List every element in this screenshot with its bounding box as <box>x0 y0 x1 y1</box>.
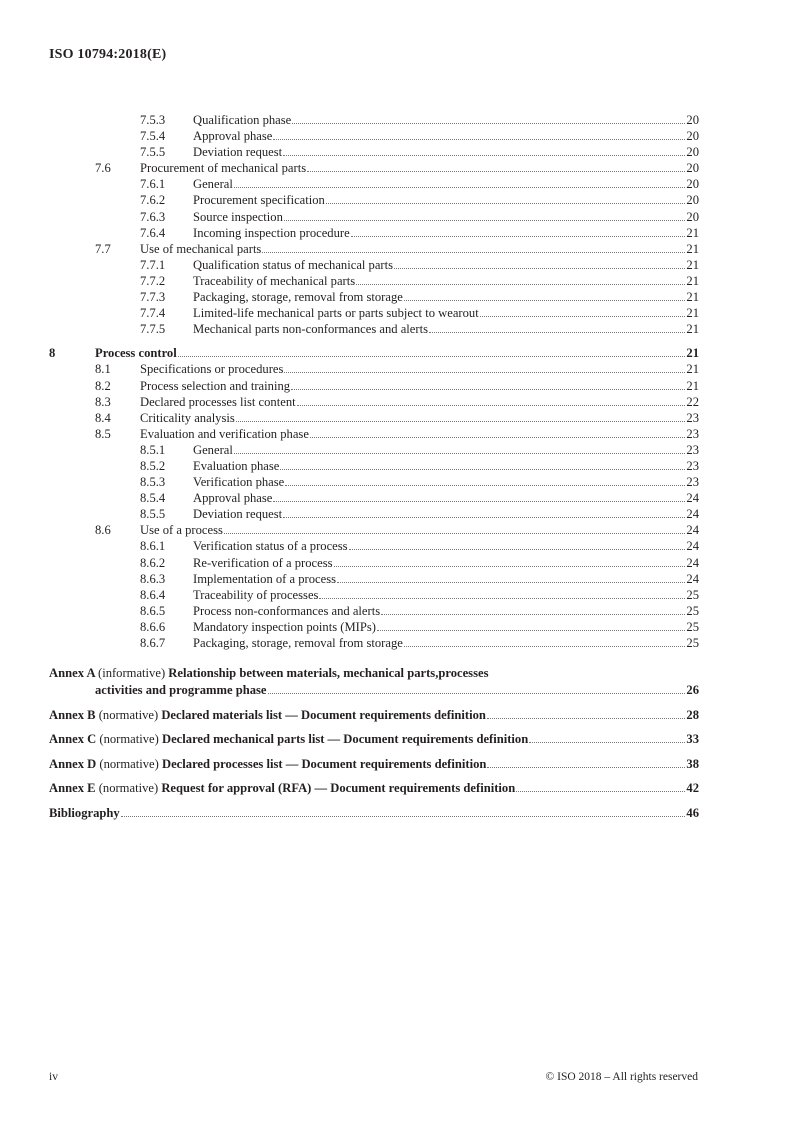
dot-leader <box>283 517 685 518</box>
dot-leader <box>268 693 686 694</box>
section-number: 8.6.2 <box>140 555 166 570</box>
dot-leader <box>307 171 685 172</box>
page-ref: 21 <box>686 362 699 377</box>
annex-type: (normative) <box>99 732 159 747</box>
dot-leader <box>487 767 685 768</box>
annex-entry-line <box>49 805 699 822</box>
toc-entry[interactable] <box>49 112 699 128</box>
section-title[interactable]: Source inspection <box>193 209 283 224</box>
page-ref: 26 <box>686 683 699 698</box>
toc-entry[interactable] <box>49 571 699 587</box>
toc-entry[interactable] <box>49 241 699 257</box>
annex-entry-line <box>49 707 699 724</box>
annex-title: Declared processes list — Document requirements definition <box>162 756 487 771</box>
dot-leader <box>429 332 685 333</box>
annex-title-text <box>49 731 528 748</box>
section-title[interactable]: Deviation request <box>193 507 283 522</box>
section-number: 7.6.4 <box>140 225 166 240</box>
annex-title-text <box>49 756 486 773</box>
page-ref: 21 <box>686 273 699 288</box>
section-number: 7.6.3 <box>140 209 166 224</box>
section-title[interactable]: Traceability of processes <box>193 587 319 602</box>
toc-entry[interactable] <box>49 225 699 241</box>
page-ref: 23 <box>686 475 699 490</box>
dot-leader <box>334 566 686 567</box>
section-title[interactable]: Evaluation and verification phase <box>140 426 309 441</box>
annex-title-text <box>49 805 120 822</box>
page-ref: 24 <box>686 507 699 522</box>
annex-label: Annex A <box>49 666 95 681</box>
dot-leader <box>283 155 685 156</box>
section-number: 7.5.3 <box>140 113 166 127</box>
dot-leader <box>234 453 686 454</box>
page-ref: 20 <box>686 145 699 160</box>
page-ref: 23 <box>686 442 699 457</box>
page-ref: 20 <box>686 209 699 224</box>
toc-entry[interactable] <box>49 410 699 426</box>
section-number: 8.2 <box>95 378 111 393</box>
section-title[interactable]: Verification phase <box>193 475 285 490</box>
toc-entry[interactable] <box>49 603 699 619</box>
annex-label: Annex C <box>49 732 97 747</box>
dot-leader <box>284 220 686 221</box>
toc-entry[interactable] <box>49 522 699 538</box>
section-number: 7.6 <box>95 161 111 176</box>
section-title[interactable]: Re-verification of a process <box>193 555 333 570</box>
table-of-contents <box>49 112 699 822</box>
page-ref: 20 <box>686 161 699 176</box>
dot-leader <box>516 791 685 792</box>
section-number: 7.7 <box>95 241 111 256</box>
page-ref: 24 <box>686 571 699 586</box>
dot-leader <box>337 582 685 583</box>
annex-title: activities and programme phase <box>95 683 267 698</box>
toc-entry[interactable] <box>49 635 699 651</box>
toc-entry[interactable] <box>49 192 699 208</box>
section-number: 8.6.7 <box>140 636 166 650</box>
dot-leader <box>291 389 685 390</box>
annex-label: Annex D <box>49 756 97 771</box>
section-number: 8.5.3 <box>140 475 166 490</box>
page-ref: 33 <box>686 732 699 747</box>
section-number: 7.7.1 <box>140 257 166 272</box>
page-ref: 23 <box>686 410 699 425</box>
annex-title-line1 <box>49 665 699 682</box>
annex-label: Annex B <box>49 707 96 722</box>
page-ref: 21 <box>686 306 699 321</box>
dot-leader <box>480 316 686 317</box>
section-number: 8.5.2 <box>140 458 166 473</box>
section-title[interactable]: Incoming inspection procedure <box>193 225 350 240</box>
annex-entry[interactable] <box>49 805 699 822</box>
page-ref: 21 <box>686 241 699 256</box>
toc-entry[interactable] <box>49 128 699 144</box>
page-ref: 46 <box>686 805 699 820</box>
annex-title: Relationship between materials, mechanical parts,processes <box>168 666 489 681</box>
toc-entry[interactable] <box>49 619 699 635</box>
dot-leader <box>273 501 685 502</box>
toc-entry-line <box>49 160 699 176</box>
section-number: 8.6.3 <box>140 571 166 586</box>
section-title[interactable]: Traceability of mechanical parts <box>193 273 356 288</box>
section-title[interactable]: Verification status of a process <box>193 539 348 554</box>
dot-leader <box>284 372 685 373</box>
page-ref: 42 <box>686 781 699 796</box>
toc-entry[interactable] <box>49 305 699 321</box>
page-ref: 23 <box>686 426 699 441</box>
toc-entry[interactable] <box>49 144 699 160</box>
page-ref: 21 <box>686 257 699 272</box>
toc-entry[interactable] <box>49 506 699 522</box>
section-title[interactable]: Packaging, storage, removal from storage <box>193 290 403 305</box>
dot-leader <box>297 405 686 406</box>
toc-entry[interactable] <box>49 587 699 603</box>
annex-title-text <box>49 707 486 724</box>
toc-entry[interactable] <box>49 394 699 410</box>
section-title[interactable]: Procurement of mechanical parts <box>140 161 307 176</box>
dot-leader <box>404 646 686 647</box>
page-number: iv <box>49 1071 58 1083</box>
page-ref: 21 <box>686 322 699 337</box>
section-number: 7.6.2 <box>140 193 166 208</box>
toc-entry[interactable] <box>49 426 699 442</box>
annex-entry[interactable] <box>49 707 699 724</box>
section-title[interactable]: Process control <box>95 346 177 361</box>
dot-leader <box>310 437 686 438</box>
toc-entry[interactable] <box>49 273 699 289</box>
section-title[interactable]: Procurement specification <box>193 193 325 208</box>
dot-leader <box>487 718 685 719</box>
section-title[interactable]: Mechanical parts non-conformances and alerts <box>193 322 428 337</box>
dot-leader <box>224 533 686 534</box>
copyright-notice: © ISO 2018 – All rights reserved <box>545 1071 698 1083</box>
dot-leader <box>236 421 686 422</box>
annex-type: (normative) <box>98 707 159 722</box>
dot-leader <box>234 187 686 188</box>
dot-leader <box>351 236 686 237</box>
toc-entry[interactable] <box>49 442 699 458</box>
page-ref: 24 <box>686 555 699 570</box>
annex-type: (informative) <box>98 666 166 681</box>
page-ref: 21 <box>686 378 699 393</box>
section-title[interactable]: Qualification phase <box>193 113 292 127</box>
dot-leader <box>262 252 685 253</box>
section-title[interactable]: Mandatory inspection points (MIPs) <box>193 619 376 634</box>
page-ref: 21 <box>686 346 699 361</box>
section-number: 8.6.6 <box>140 619 166 634</box>
section-title[interactable]: Implementation of a process <box>193 571 337 586</box>
section-title[interactable]: Criticality analysis <box>140 410 235 425</box>
annex-title-text <box>95 682 267 699</box>
page-ref: 25 <box>686 587 699 602</box>
annex-entry-line <box>49 756 699 773</box>
dot-leader <box>381 614 685 615</box>
toc-entry-line <box>49 241 699 257</box>
page-ref: 20 <box>686 177 699 192</box>
annex-title: Bibliography <box>49 805 120 820</box>
section-number: 8.5 <box>95 426 111 441</box>
section-title[interactable]: Deviation request <box>193 145 283 160</box>
annex-title-text <box>49 780 515 797</box>
dot-leader <box>178 356 686 357</box>
section-title[interactable]: Qualification status of mechanical parts <box>193 257 394 272</box>
section-title[interactable]: Specifications or procedures <box>140 362 284 377</box>
toc-entry[interactable] <box>49 209 699 225</box>
page-ref: 20 <box>686 129 699 144</box>
section-number: 8.5.5 <box>140 507 166 522</box>
section-number: 8.3 <box>95 394 111 409</box>
page-ref: 24 <box>686 523 699 538</box>
dot-leader <box>121 816 686 817</box>
section-number: 7.7.3 <box>140 290 166 305</box>
section-number: 7.5.4 <box>140 129 166 144</box>
dot-leader <box>349 549 686 550</box>
dot-leader <box>377 630 685 631</box>
section-number: 7.7.4 <box>140 306 166 321</box>
page-ref: 24 <box>686 491 699 506</box>
page-ref: 25 <box>686 636 699 650</box>
page-ref: 38 <box>686 756 699 771</box>
section-number: 8.6 <box>95 523 111 538</box>
annex-entry-line <box>49 731 699 748</box>
section-title[interactable]: Use of a process <box>140 523 223 538</box>
section-title[interactable]: Declared processes list content <box>140 394 296 409</box>
section-title[interactable]: Limited-life mechanical parts or parts subject to wearout <box>193 306 479 321</box>
page-ref: 25 <box>686 603 699 618</box>
page-ref: 23 <box>686 458 699 473</box>
page-ref: 20 <box>686 113 699 127</box>
dot-leader <box>292 123 685 124</box>
dot-leader <box>319 598 685 599</box>
section-number: 8.5.1 <box>140 442 166 457</box>
dot-leader <box>285 485 685 486</box>
section-number: 7.6.1 <box>140 177 166 192</box>
section-number: 8.6.4 <box>140 587 166 602</box>
annex-entry[interactable] <box>49 780 699 797</box>
annex-type: (normative) <box>99 756 159 771</box>
section-title[interactable]: Approval phase <box>193 491 273 506</box>
section-title[interactable]: General <box>193 442 233 457</box>
section-number: 8.4 <box>95 410 111 425</box>
annex-entry-line <box>49 780 699 797</box>
dot-leader <box>280 469 685 470</box>
dot-leader <box>404 300 686 301</box>
page-ref: 28 <box>686 707 699 722</box>
toc-entry-line <box>49 410 699 426</box>
toc-entry[interactable] <box>49 361 699 377</box>
annex-entry[interactable] <box>49 665 699 699</box>
dot-leader <box>394 268 685 269</box>
toc-entry-line <box>49 394 699 410</box>
section-number: 8.5.4 <box>140 491 166 506</box>
section-number: 7.7.5 <box>140 322 166 337</box>
toc-entry[interactable] <box>49 160 699 176</box>
page-ref: 22 <box>686 394 699 409</box>
toc-entry[interactable] <box>49 176 699 192</box>
toc-entry[interactable] <box>49 490 699 506</box>
section-number: 7.7.2 <box>140 273 166 288</box>
section-title[interactable]: General <box>193 177 233 192</box>
section-number: 8.6.1 <box>140 539 166 554</box>
annex-entry-line <box>49 682 699 699</box>
toc-entry[interactable] <box>49 289 699 305</box>
toc-entry[interactable] <box>49 378 699 394</box>
toc-entry[interactable] <box>49 555 699 571</box>
dot-leader <box>326 203 686 204</box>
section-title[interactable]: Process non-conformances and alerts <box>193 603 381 618</box>
toc-entry[interactable] <box>49 538 699 554</box>
dot-leader <box>529 742 685 743</box>
annex-title: Request for approval (RFA) — Document requirements definition <box>161 781 516 796</box>
annex-entry[interactable] <box>49 731 699 748</box>
page-ref: 25 <box>686 619 699 634</box>
section-number: 8.1 <box>95 362 111 377</box>
section-number: 8.6.5 <box>140 603 166 618</box>
toc-entry[interactable] <box>49 345 699 361</box>
section-title[interactable]: Use of mechanical parts <box>140 241 262 256</box>
annex-title: Declared mechanical parts list — Document requirements definition <box>162 732 529 747</box>
section-title[interactable]: Approval phase <box>193 129 273 144</box>
annex-entry[interactable] <box>49 756 699 773</box>
dot-leader <box>356 284 685 285</box>
toc-entry-line <box>49 378 699 394</box>
page-ref: 21 <box>686 290 699 305</box>
document-id-header: ISO 10794:2018(E) <box>49 47 167 62</box>
section-title[interactable]: Packaging, storage, removal from storage <box>193 636 403 650</box>
toc-entry[interactable] <box>49 257 699 273</box>
page-ref: 21 <box>686 225 699 240</box>
page-ref: 24 <box>686 539 699 554</box>
toc-entry[interactable] <box>49 474 699 490</box>
section-title[interactable]: Process selection and training <box>140 378 291 393</box>
toc-entry-line <box>49 345 699 361</box>
annex-title: Declared materials list — Document requirements definition <box>161 707 486 722</box>
section-title[interactable]: Evaluation phase <box>193 458 280 473</box>
toc-entry-line <box>49 522 699 538</box>
dot-leader <box>273 139 685 140</box>
annex-type: (normative) <box>98 781 159 796</box>
section-number: 7.5.5 <box>140 145 166 160</box>
toc-entry-line <box>49 426 699 442</box>
section-number: 8 <box>49 346 56 361</box>
page-ref: 20 <box>686 193 699 208</box>
toc-entry[interactable] <box>49 458 699 474</box>
annex-label: Annex E <box>49 781 96 796</box>
toc-entry[interactable] <box>49 321 699 337</box>
toc-entry-line <box>49 361 699 377</box>
